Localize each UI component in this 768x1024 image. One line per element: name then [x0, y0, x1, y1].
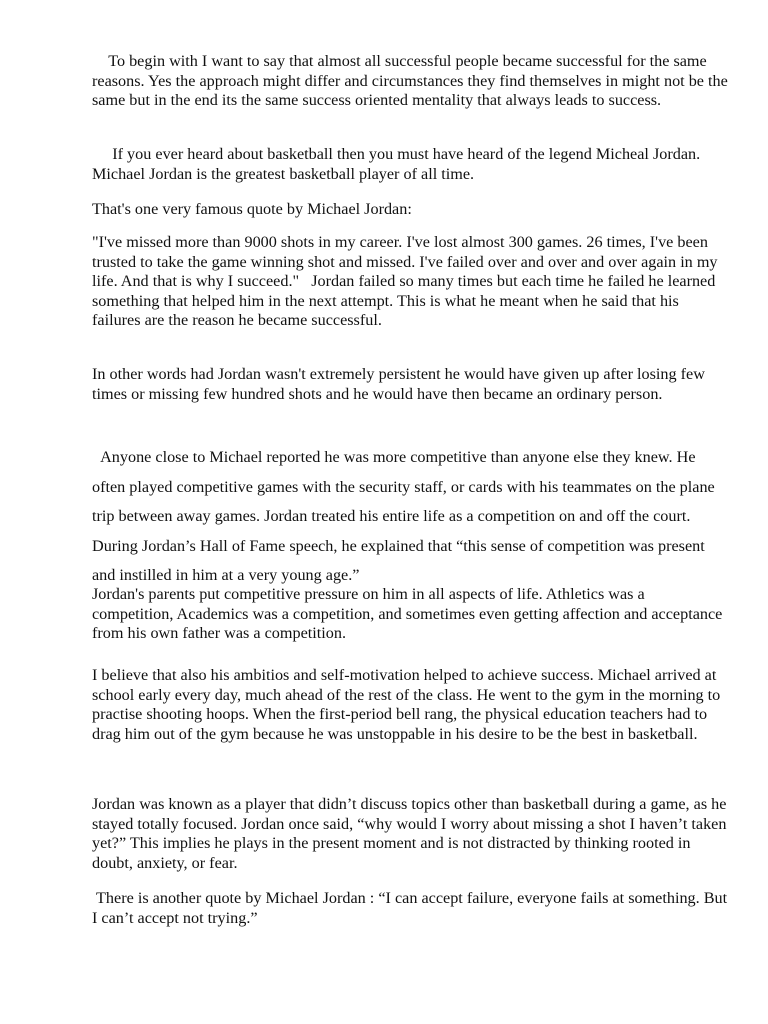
paragraph-quote-intro: That's one very famous quote by Michael Jordan: — [92, 200, 412, 218]
paragraph-parents: Jordan's parents put competitive pressure on him in all aspects of life. Athletics was a competition, Academics was a competition, and sometimes even getting affection and acceptance from his own father was a competition. — [92, 585, 723, 643]
paragraph-intro: To begin with I want to say that almost all successful people became successful for the same reasons. Yes the approach might differ and circumstances they find themselves in might not be the same but in the end its the same success oriented mentality that always leads to success. — [92, 52, 732, 110]
paragraph-persistence: In other words had Jordan wasn't extremely persistent he would have given up after losing few times or missing few hundred shots and he would have then became an ordinary person. — [92, 365, 705, 403]
paragraph-focus: Jordan was known as a player that didn’t discuss topics other than basketball during a game, as he stayed totally focused. Jordan once said, “why would I worry about missing a shot I haven’t taken yet?” This implies he plays in the present moment and is not distracted by thinking rooted in doubt, anxiety, or fear. — [92, 795, 727, 872]
paragraph-quote: "I've missed more than 9000 shots in my career. I've lost almost 300 games. 26 times, I've been trusted to take the game winning shot and missed. I've failed over and over and over again in my life. And that is why I succeed." Jordan failed so many times but each time he failed he learned something that helped him in the next attempt. This is what he meant when he said that his failures are the reason he became successful. — [92, 233, 722, 330]
paragraph-competitive: Anyone close to Michael reported he was more competitive than anyone else they knew. He often played competitive games with the security staff, or cards with his teammates on the plane trip between away games. Jordan treated his entire life as a competition on and off the court. During Jordan’s Hall of Fame speech, he explained that “this sense of competition was present and instilled in him at a very young age.” — [92, 448, 719, 584]
paragraph-legend: If you ever heard about basketball then you must have heard of the legend Micheal Jordan. Michael Jordan is the greatest basketball player of all time. — [92, 145, 709, 183]
paragraph-final-quote: There is another quote by Michael Jordan : “I can accept failure, everyone fails at something. But I can’t accept not trying.” — [92, 889, 732, 927]
paragraph-motivation: I believe that also his ambitios and self-motivation helped to achieve success. Michael arrived at school early every day, much ahead of the rest of the class. He went to the gym in the morning to practise shooting hoops. When the first-period bell rang, the physical education teachers had to drag him out of the gym because he was unstoppable in his desire to be the best in basketball. — [92, 666, 721, 743]
